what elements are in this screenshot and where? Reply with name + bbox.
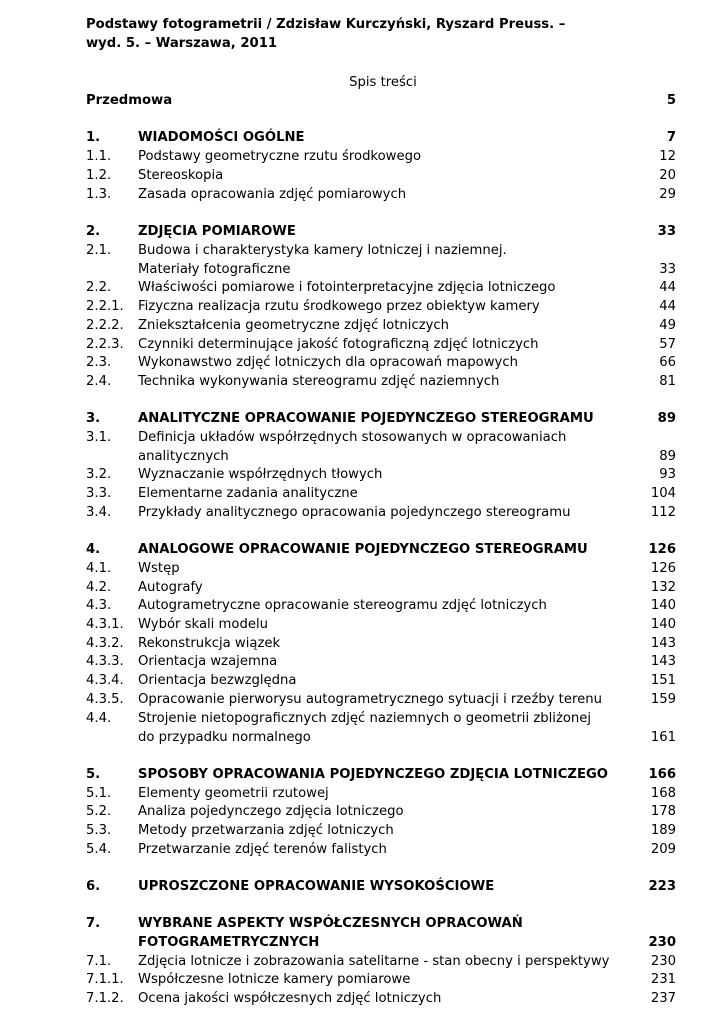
toc-entry-number: 7.1.1.	[86, 972, 124, 987]
toc-entry-title: Przetwarzanie zdjęć terenów falistych	[138, 842, 387, 857]
toc-entry	[86, 615, 676, 634]
toc-entry-page: 33	[659, 262, 676, 277]
toc-entry-page: 223	[648, 879, 676, 894]
toc-entry-number: 2.2.1.	[86, 299, 124, 314]
toc-entry-number: 4.3.1.	[86, 617, 124, 632]
toc-entry-title: Wstęp	[138, 561, 180, 576]
toc-entry-page: 132	[650, 580, 676, 595]
toc-entry	[86, 428, 676, 447]
toc-entry-page: 237	[650, 991, 676, 1006]
toc-entry-page: 89	[659, 449, 676, 464]
toc-title: Spis treści	[349, 75, 417, 90]
toc-entry-number: 4.1.	[86, 561, 112, 576]
toc-entry-number: 7.	[86, 916, 101, 931]
toc-entry-page: 159	[650, 692, 676, 707]
toc-entry-title: SPOSOBY OPRACOWANIA POJEDYNCZEGO ZDJĘCIA LOTNICZEGO	[138, 767, 608, 782]
toc-entry-page: 104	[650, 486, 676, 501]
toc-entry-number: 3.3.	[86, 486, 112, 501]
toc-entry-page: 126	[650, 561, 676, 576]
toc-entry-number: 5.3.	[86, 823, 112, 838]
toc-entry-page: 81	[659, 374, 676, 389]
toc-entry-title: Definicja układów współrzędnych stosowanych w opracowaniach	[138, 430, 567, 445]
toc-entry-number: 7.1.	[86, 954, 112, 969]
toc-entry-title: Rekonstrukcja wiązek	[138, 636, 281, 651]
toc-entry-page: 5	[666, 93, 676, 108]
toc-entry	[86, 222, 676, 241]
toc-entry-title: Metody przetwarzania zdjęć lotniczych	[138, 823, 394, 838]
toc-entry-page: 33	[657, 224, 676, 239]
toc-entry-title: ZDJĘCIA POMIAROWE	[138, 224, 296, 239]
toc-entry	[86, 877, 676, 896]
toc-entry-number: 2.3.	[86, 355, 112, 370]
toc-entry-page: 89	[657, 411, 676, 426]
toc-entry-number: 5.	[86, 767, 101, 782]
toc-entry-page: 230	[648, 935, 676, 950]
toc-entry-number: 4.3.	[86, 598, 112, 613]
toc-entry	[86, 465, 676, 484]
toc-entry-number: 5.4.	[86, 842, 112, 857]
toc-entry-title: Zasada opracowania zdjęć pomiarowych	[138, 187, 407, 202]
toc-entry	[86, 484, 676, 503]
toc-entry-number: 2.4.	[86, 374, 112, 389]
toc-entry-number: 1.	[86, 130, 101, 145]
toc-entry-title: Orientacja bezwzględna	[138, 673, 297, 688]
toc-entry	[86, 260, 676, 279]
toc-entry-number: 4.4.	[86, 711, 112, 726]
toc-entry-title: Autogrametryczne opracowanie stereogramu zdjęć lotniczych	[138, 598, 547, 613]
toc-entry-number: 3.1.	[86, 430, 112, 445]
header-line-2: wyd. 5. – Warszawa, 2011	[86, 36, 278, 51]
toc-entry-title: Zniekształcenia geometryczne zdjęć lotniczych	[138, 318, 450, 333]
toc-entry-page: 178	[650, 804, 676, 819]
toc-entry-title: Materiały fotograficzne	[138, 262, 291, 277]
toc-entry	[86, 671, 676, 690]
toc-entry	[86, 690, 676, 709]
toc-entry-number: 2.2.	[86, 280, 112, 295]
toc-entry-page: 66	[659, 355, 676, 370]
toc-entry-page: 143	[650, 636, 676, 651]
toc-entry	[86, 447, 676, 466]
toc-entry-title: WYBRANE ASPEKTY WSPÓŁCZESNYCH OPRACOWAŃ	[138, 916, 523, 931]
toc-entry-title: WIADOMOŚCI OGÓLNE	[138, 130, 305, 145]
toc-entry	[86, 278, 676, 297]
toc-entry	[86, 709, 676, 728]
toc-entry-number: 7.1.2.	[86, 991, 124, 1006]
toc-entry	[86, 241, 676, 260]
toc-entry-title: do przypadku normalnego	[138, 730, 311, 745]
toc-entry	[86, 989, 676, 1008]
toc-entry-title: Wyznaczanie współrzędnych tłowych	[138, 467, 383, 482]
toc-entry-number: 6.	[86, 879, 101, 894]
toc-entry-title: UPROSZCZONE OPRACOWANIE WYSOKOŚCIOWE	[138, 879, 495, 894]
header-line-1: Podstawy fotogrametrii / Zdzisław Kurczyński, Ryszard Preuss. –	[86, 17, 566, 32]
toc-entry-title: Autografy	[138, 580, 203, 595]
toc-entry-title: ANALITYCZNE OPRACOWANIE POJEDYNCZEGO STEREOGRAMU	[138, 411, 594, 426]
toc-entry	[86, 840, 676, 859]
toc-entry-title: Analiza pojedynczego zdjęcia lotniczego	[138, 804, 404, 819]
toc-entry-number: 1.2.	[86, 168, 112, 183]
toc-entry-number: 2.1.	[86, 243, 112, 258]
toc-entry-number: 3.4.	[86, 505, 112, 520]
toc-entry-title: ANALOGOWE OPRACOWANIE POJEDYNCZEGO STEREOGRAMU	[138, 542, 588, 557]
toc-entry-page: 151	[650, 673, 676, 688]
toc-entry-page: 112	[650, 505, 676, 520]
toc-entry-title: Elementarne zadania analityczne	[138, 486, 358, 501]
toc-entry	[86, 821, 676, 840]
toc-entry-page: 140	[650, 598, 676, 613]
toc-entry-page: 209	[650, 842, 676, 857]
toc-entry-page: 44	[659, 280, 676, 295]
toc-entry-number: 5.1.	[86, 786, 112, 801]
toc-entry	[86, 503, 676, 522]
toc-entry-title: Wykonawstwo zdjęć lotniczych dla opracowań mapowych	[138, 355, 518, 370]
toc-entry	[86, 634, 676, 653]
toc-entry	[86, 185, 676, 204]
toc-entry-number: 4.	[86, 542, 101, 557]
toc-entry-title: Budowa i charakterystyka kamery lotniczej i naziemnej.	[138, 243, 507, 258]
toc-entry-number: 4.3.5.	[86, 692, 124, 707]
toc-entry-number: 2.	[86, 224, 101, 239]
toc-entry	[86, 409, 676, 428]
toc-entry	[86, 765, 676, 784]
toc-entry-number: 4.3.3.	[86, 654, 124, 669]
toc-entry-page: 230	[650, 954, 676, 969]
toc-entry-title: Strojenie nietopograficznych zdjęć naziemnych o geometrii zbliżonej	[138, 711, 592, 726]
toc-entry	[86, 91, 676, 110]
toc-entry	[86, 353, 676, 372]
toc-entry	[86, 335, 676, 354]
toc-entry	[86, 578, 676, 597]
toc-entry-number: 4.3.4.	[86, 673, 124, 688]
toc-entry-page: 57	[659, 337, 676, 352]
toc-entry-page: 7	[666, 130, 676, 145]
toc-entry	[86, 297, 676, 316]
toc-entry-page: 166	[648, 767, 676, 782]
toc-entry-title: Ocena jakości współczesnych zdjęć lotniczych	[138, 991, 442, 1006]
toc-entry-title: Stereoskopia	[138, 168, 224, 183]
toc-entry-number: 3.2.	[86, 467, 112, 482]
toc-entry-page: 29	[659, 187, 676, 202]
toc-entry-page: 49	[659, 318, 676, 333]
toc-entry-number: 5.2.	[86, 804, 112, 819]
toc-entry-title: Wybór skali modelu	[138, 617, 268, 632]
toc-entry-page: 168	[650, 786, 676, 801]
toc-entry-title: Czynniki determinujące jakość fotograficzną zdjęć lotniczych	[138, 337, 539, 352]
toc-entry-page: 140	[650, 617, 676, 632]
toc-entry-title: Elementy geometrii rzutowej	[138, 786, 329, 801]
toc-entry	[86, 540, 676, 559]
toc-entry-number: 4.2.	[86, 580, 112, 595]
toc-entry	[86, 372, 676, 391]
toc-entry-page: 189	[650, 823, 676, 838]
toc-entry	[86, 652, 676, 671]
toc-entry	[86, 802, 676, 821]
toc-entry-page: 93	[659, 467, 676, 482]
toc-entry	[86, 166, 676, 185]
toc-entry-page: 126	[648, 542, 676, 557]
toc-entry-title: Opracowanie pierworysu autogrametrycznego sytuacji i rzeźby terenu	[138, 692, 602, 707]
toc-entry-title: Właściwości pomiarowe i fotointerpretacyjne zdjęcia lotniczego	[138, 280, 556, 295]
toc-entry	[86, 596, 676, 615]
toc-entry-title: analitycznych	[138, 449, 229, 464]
toc-entry-number: 1.3.	[86, 187, 112, 202]
toc-entry	[86, 147, 676, 166]
toc-entry-page: 143	[650, 654, 676, 669]
toc-entry-title: Podstawy geometryczne rzutu środkowego	[138, 149, 422, 164]
toc-entry	[86, 728, 676, 747]
toc-entry-title: Fizyczna realizacja rzutu środkowego przez obiektyw kamery	[138, 299, 540, 314]
toc-entry-title: Przykłady analitycznego opracowania pojedynczego stereogramu	[138, 505, 571, 520]
toc-entry	[86, 970, 676, 989]
toc-entry	[86, 914, 676, 933]
toc-entry-title: Zdjęcia lotnicze i zobrazowania satelitarne - stan obecny i perspektywy	[138, 954, 610, 969]
toc-entry-title: Technika wykonywania stereogramu zdjęć naziemnych	[138, 374, 500, 389]
toc-entry	[86, 933, 676, 952]
toc-entry-number: 2.2.2.	[86, 318, 124, 333]
toc-entry	[86, 128, 676, 147]
toc-entry-number: 2.2.3.	[86, 337, 124, 352]
toc-entry	[86, 559, 676, 578]
toc-entry-number: 3.	[86, 411, 101, 426]
toc-entry-page: 231	[650, 972, 676, 987]
toc-entry-title: Współczesne lotnicze kamery pomiarowe	[138, 972, 411, 987]
toc-entry-page: 161	[650, 730, 676, 745]
toc-entry-title: Orientacja wzajemna	[138, 654, 278, 669]
toc-entry	[86, 952, 676, 971]
toc-entry-number: 1.1.	[86, 149, 112, 164]
toc-entry-number: 4.3.2.	[86, 636, 124, 651]
toc-entry-page: 12	[659, 149, 676, 164]
toc-entry-page: 44	[659, 299, 676, 314]
toc-entry-page: 20	[659, 168, 676, 183]
toc-entry	[86, 784, 676, 803]
toc-entry	[86, 316, 676, 335]
toc-entry-title: FOTOGRAMETRYCZNYCH	[138, 935, 320, 950]
toc-entry-title: Przedmowa	[86, 93, 173, 108]
